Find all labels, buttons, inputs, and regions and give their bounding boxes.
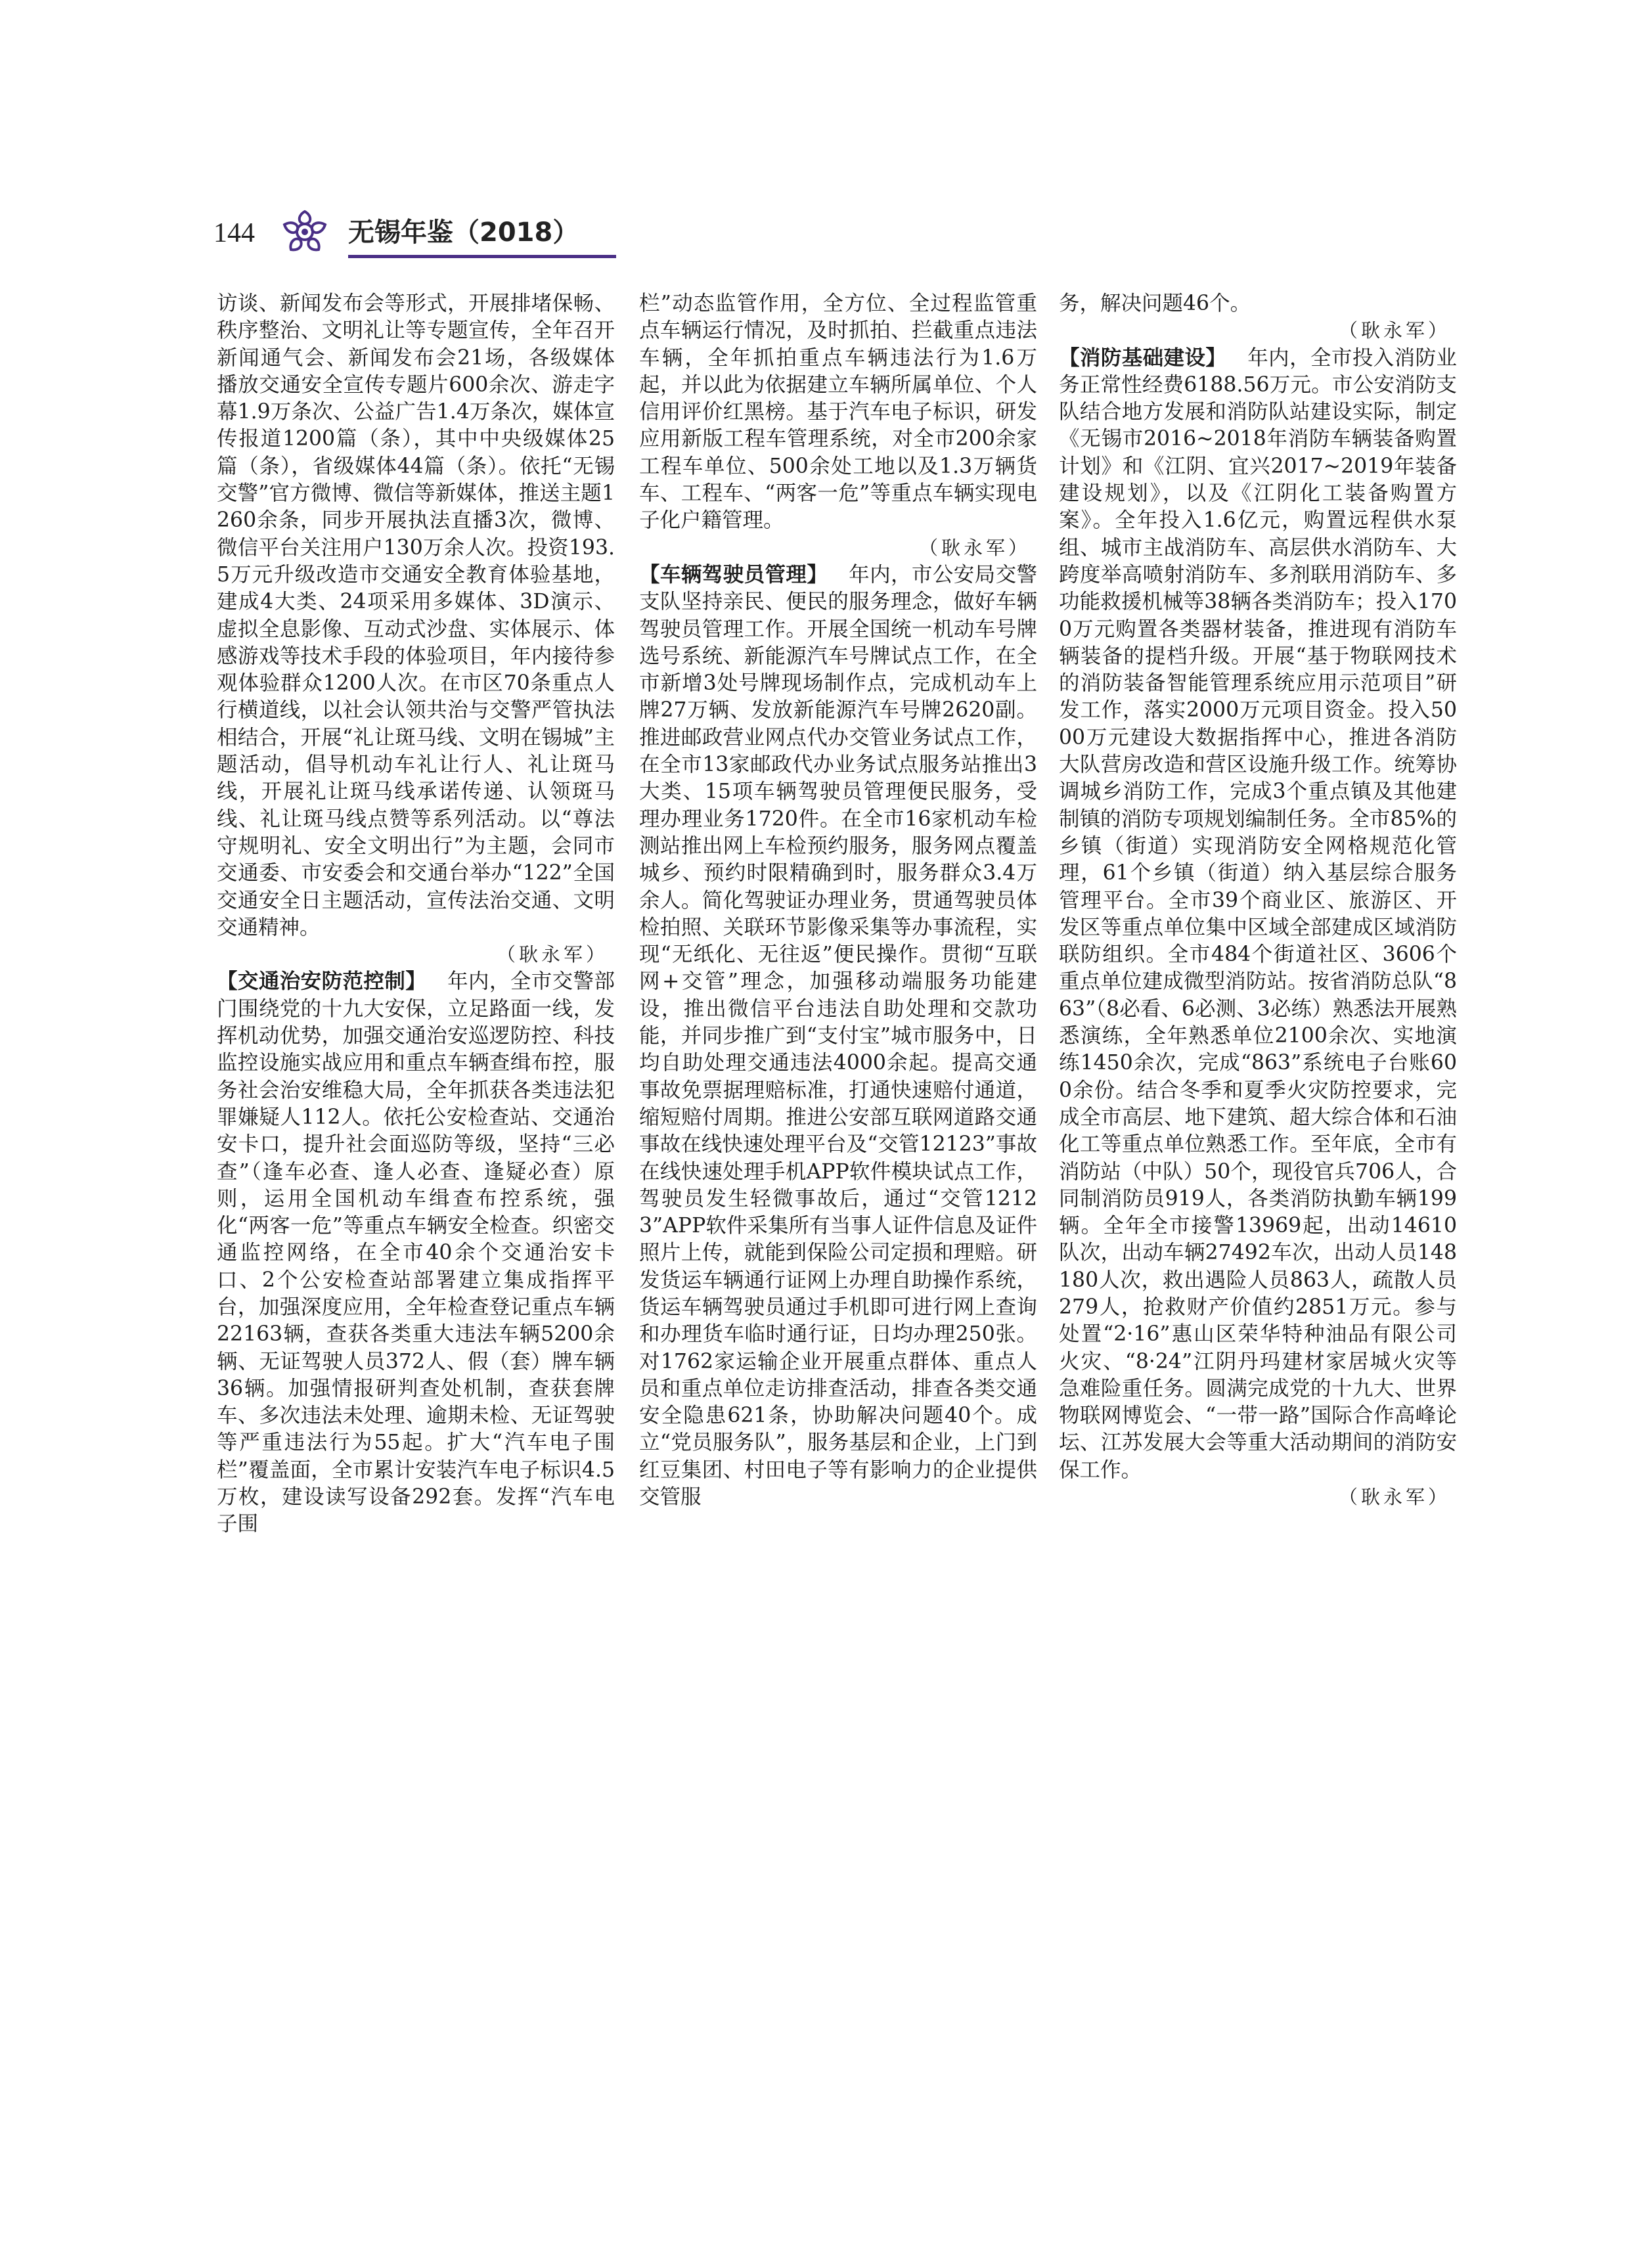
entry-paragraph — [639, 562, 1037, 1511]
entry-paragraph — [217, 968, 615, 1538]
author-credit: （耿永军） — [496, 943, 608, 966]
page-number: 144 — [213, 218, 255, 248]
author-credit: （耿永军） — [1338, 1486, 1450, 1509]
entry-heading: 【消防基础建设】 — [1059, 346, 1227, 370]
text-column-1 — [217, 290, 615, 1538]
author-credit: （耿永军） — [1338, 319, 1450, 342]
book-title: 无锡年鉴（2018） — [348, 217, 579, 248]
paragraph-text: 访谈、新闻发布会等形式，开展排堵保畅、秩序整治、文明礼让等专题宣传，全年召开新闻通气会、新闻发布会21场，各级媒体播放交通安全宣传专题片600余次、游走字幕1.9万条次、公益广告1.4万条次，媒体宣传报道1200篇（条），其中中央级媒体25篇（条），省级媒体44篇（条）。依托“无锡交警”官方微博、微信等新媒体，推送主题1260余条，同步开展执法直播3次，微博、微信平台关注用户130万余人次。投资193.5万元升级改造市交通安全教育体验基地，建成4大类、24项采用多媒体、3D演示、虚拟全息影像、互动式沙盘、实体展示、体感游戏等技术手段的体验项目，年内接待参观体验群众1200人次。在市区70条重点人行横道线，以社会认领共治与交警严管执法相结合，开展“礼让斑马线、文明在锡城”主题活动，倡导机动车礼让行人、礼让斑马线，开展礼让斑马线承诺传递、认领斑马线、礼让斑马线点赞等系列活动。以“尊法守规明礼、安全文明出行”为主题，会同市交通委、市安委会和交通台举办“122”全国交通安全日主题活动，宣传法治交通、文明交通精神。 — [217, 292, 615, 939]
paragraph-continuation — [217, 290, 615, 941]
entry-heading: 【交通治安防范控制】 — [217, 970, 427, 994]
entry-heading: 【车辆驾驶员管理】 — [639, 562, 828, 587]
entry-paragraph — [1059, 345, 1457, 1484]
yearbook-emblem-icon — [279, 209, 330, 255]
text-column-2 — [639, 290, 1037, 1511]
page-header — [213, 209, 614, 261]
entry-text: 年内，全市投入消防业务正常性经费6188.56万元。市公安消防支队结合地方发展和消防队站建设实际，制定《无锡市2016~2018年消防车辆装备购置计划》和《江阴、宜兴2017~2019年装备建设规划》，以及《江阴化工装备购置方案》。全年投入1.6亿元，购置远程供水泵组、城市主战消防车、高层供水消防车、大跨度举高喷射消防车、多剂联用消防车、多功能救援机械等38辆各类消防车；投入1700万元购置各类器材装备，推进现有消防车辆装备的提档升级。开展“基于物联网技术的消防装备智能管理系统应用示范项目”研发工作，落实2000万元项目资金。投入5000万元建设大数据指挥中心，推进各消防大队营房改造和营区设施升级工作。统筹协调城乡消防工作，完成3个重点镇及其他建制镇的消防专项规划编制任务。全市85%的乡镇（街道）实现消防安全网格规范化管理，61个乡镇（街道）纳入基层综合服务管理平台。全市39个商业区、旅游区、开发区等重点单位集中区域全部建成区域消防联防组织。全市484个街道社区、3606个重点单位建成微型消防站。按省消防总队“863”（8必看、6必测、3必练）熟悉法开展熟悉演练，全年熟悉单位2100余次、实地演练1450余次，完成“863”系统电子台账600余份。结合冬季和夏季火灾防控要求，完成全市高层、地下建筑、超大综合体和石油化工等重点单位熟悉工作。至年底，全市有消防站（中队）50个，现役官兵706人，合同制消防员919人，各类消防执勤车辆199辆。全年全市接警13969起，出动14610队次，出动车辆27492车次，出动人员148180人次，救出遇险人员863人，疏散人员279人，抢救财产价值约2851万元。参与处置“2·16”惠山区荣华特种油品有限公司火灾、“8·24”江阴丹玛建材家居城火灾等急难险重任务。圆满完成党的十九大、世界物联网博览会、“一带一路”国际合作高峰论坛、江苏发展大会等重大活动期间的消防安保工作。 — [1059, 346, 1457, 1482]
header-rule — [348, 255, 616, 258]
paragraph-continuation — [639, 290, 1037, 535]
text-column-3 — [1059, 290, 1457, 1511]
paragraph-text: 务，解决问题46个。 — [1059, 292, 1251, 315]
paragraph-continuation — [1059, 290, 1457, 317]
entry-text: 年内，全市交警部门围绕党的十九大安保，立足路面一线，发挥机动优势，加强交通治安巡逻防控、科技监控设施实战应用和重点车辆查缉布控，服务社会治安维稳大局，全年抓获各类违法犯罪嫌疑人112人。依托公安检查站、交通治安卡口，提升社会面巡防等级，坚持“三必查”（逢车必查、逢人必查、逢疑必查）原则，运用全国机动车缉查布控系统，强化“两客一危”等重点车辆安全检查。织密交通监控网络，在全市40余个交通治安卡口、2个公安检查站部署建立集成指挥平台，加强深度应用，全年检查登记重点车辆22163辆，查获各类重大违法车辆5200余辆、无证驾驶人员372人、假（套）牌车辆36辆。加强情报研判查处机制，查获套牌车、多次违法未处理、逾期未检、无证驾驶等严重违法行为55起。扩大“汽车电子围栏”覆盖面，全市累计安装汽车电子标识4.5万枚，建设读写设备292套。发挥“汽车电子围 — [217, 970, 615, 1536]
author-credit: （耿永军） — [918, 536, 1031, 559]
entry-text: 年内，市公安局交警支队坚持亲民、便民的服务理念，做好车辆驾驶员管理工作。开展全国统一机动车号牌选号系统、新能源汽车号牌试点工作，在全市新增3处号牌现场制作点，完成机动车上牌27万辆、发放新能源汽车号牌2620副。推进邮政营业网点代办交管业务试点工作，在全市13家邮政代办业务试点服务站推出3大类、15项车辆驾驶员管理便民服务，受理办理业务1720件。在全市16家机动车检测站推出网上车检预约服务，服务网点覆盖城乡、预约时限精确到时，服务群众3.4万余人。简化驾驶证办理业务，贯通驾驶员体检拍照、关联环节影像采集等办事流程，实现“无纸化、无往返”便民操作。贯彻“互联网+交管”理念，加强移动端服务功能建设，推出微信平台违法自助处理和交款功能，并同步推广到“支付宝”城市服务中，日均自助处理交通违法4000余起。提高交通事故免票据理赔标准，打通快速赔付通道，缩短赔付周期。推进公安部互联网道路交通事故在线快速处理平台及“交管12123”事故在线快速处理手机APP软件模块试点工作，驾驶员发生轻微事故后，通过“交管12123”APP软件采集所有当事人证件信息及证件照片上传，就能到保险公司定损和理赔。研发货运车辆通行证网上办理自助操作系统，货运车辆驾驶员通过手机即可进行网上查询和办理货车临时通行证，日均办理250张。对1762家运输企业开展重点群体、重点人员和重点单位走访排查活动，排查各类交通安全隐患621条，协助解决问题40个。成立“党员服务队”，服务基层和企业，上门到红豆集团、村田电子等有影响力的企业提供交管服 — [639, 562, 1037, 1509]
paragraph-text: 栏”动态监管作用，全方位、全过程监管重点车辆运行情况，及时抓拍、拦截重点违法车辆，全年抓拍重点车辆违法行为1.6万起，并以此为依据建立车辆所属单位、个人信用评价红黑榜。基于汽车电子标识，研发应用新版工程车管理系统，对全市200余家工程车单位、500余处工地以及1.3万辆货车、工程车、“两客一危”等重点车辆实现电子化户籍管理。 — [639, 292, 1037, 533]
